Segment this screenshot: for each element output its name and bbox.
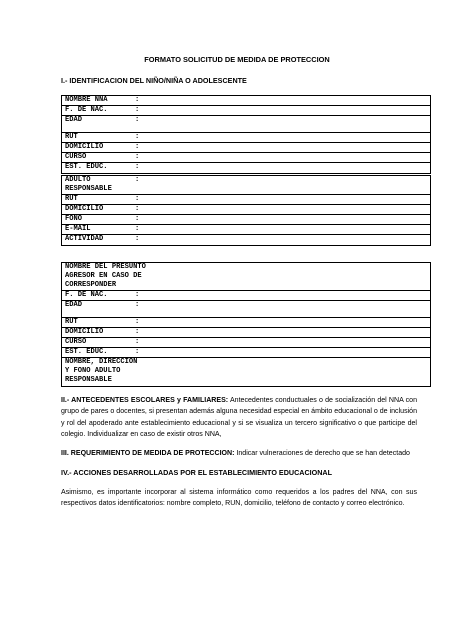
aggressor-table [61,262,431,387]
field-label: CURSO [65,338,87,346]
field-row-rut [62,195,430,205]
field-row-domicilio [62,328,430,338]
field-row-edad [62,301,430,318]
field-row-fono [62,215,430,225]
field-separator: : [135,328,140,336]
field-row-curso [62,153,430,163]
field-row-domicilio [62,143,430,153]
field-separator: : [135,153,140,161]
field-separator: : [135,235,140,243]
field-separator: : [135,106,140,114]
field-row-adulto-responsable-contacto [62,358,430,386]
section-1-heading: I.- IDENTIFICACION DEL NIÑO/NIÑA O ADOLESCENTE [61,76,247,85]
field-row-fecha-nacimiento [62,291,430,301]
field-row-establecimiento [62,163,430,173]
field-label: NOMBRE, DIRECCION Y FONO ADULTO RESPONSABLE [65,358,138,384]
field-label: RUT [65,133,78,141]
field-separator: : [135,195,140,203]
field-label: CURSO [65,153,87,161]
field-separator: : [135,176,140,184]
field-separator: : [135,205,140,213]
field-separator: : [135,116,140,124]
field-label: DOMICILIO [65,205,104,213]
field-separator: : [135,348,140,356]
field-row-establecimiento [62,348,430,358]
field-row-rut [62,133,430,143]
field-separator: : [135,96,140,104]
field-row-curso [62,338,430,348]
responsible-adult-table [61,175,431,246]
field-row-adulto-responsable [62,176,430,195]
field-row-edad [62,116,430,133]
field-separator: : [135,215,140,223]
section-2-paragraph [61,395,417,441]
field-label: EST. EDUC. [65,163,108,171]
field-label: E-MAIL [65,225,91,233]
section-2-heading: II.- ANTECEDENTES ESCOLARES y FAMILIARES: [61,397,229,404]
field-label: F. DE NAC. [65,291,108,299]
field-label: RUT [65,195,78,203]
field-separator: : [135,301,140,309]
child-identification-table [61,95,431,174]
field-separator: : [135,291,140,299]
document-title: FORMATO SOLICITUD DE MEDIDA DE PROTECCION [144,55,330,64]
field-label: FONO [65,215,83,223]
field-row-actividad [62,235,430,245]
field-separator: : [135,133,140,141]
field-row-rut [62,318,430,328]
field-label: EDAD [65,301,83,309]
section-4-paragraph: Asimismo, es importante incorporar al sistema informático como requeridos a los padres del NNA, con sus respectivos datos identificatorios: nombre completo, RUN, domicilio, teléfono de contacto y correo electrónico. [61,489,417,508]
section-3-paragraph [61,448,417,459]
field-label: EST. EDUC. [65,348,108,356]
field-separator: : [135,163,140,171]
section-3-text: Indicar vulneraciones de derecho que se han detectado [234,450,410,457]
field-row-domicilio [62,205,430,215]
field-label: DOMICILIO [65,143,104,151]
field-separator: : [135,225,140,233]
section-4-heading: IV.- ACCIONES DESARROLLADAS POR EL ESTABLECIMIENTO EDUCACIONAL [61,468,333,477]
field-label: NOMBRE NNA [65,96,108,104]
section-2-text: Antecedentes conductuales o de socialización del NNA con grupo de pares o docentes, si presentan además alguna necesidad especial en ámbito educacional o de inclusión y rol del apoderado ante establecimiento educacional y si se visualiza un tercero significativo o que participe del colegio. Individualizar en caso de existir otros NNA, [61,397,417,439]
field-separator: : [135,143,140,151]
field-separator: : [135,338,140,346]
field-label: RUT [65,318,78,326]
field-label: ADULTO RESPONSABLE [65,176,112,193]
field-label: NOMBRE DEL PRESUNTO AGRESOR EN CASO DE CORRESPONDER [65,263,146,289]
field-row-nombre-nna [62,96,430,106]
section-3-heading: III. REQUERIMIENTO DE MEDIDA DE PROTECCION: [61,450,235,457]
field-label: EDAD [65,116,83,124]
field-row-email [62,225,430,235]
field-separator: : [135,318,140,326]
field-label: ACTIVIDAD [65,235,104,243]
field-label: DOMICILIO [65,328,104,336]
field-row-fecha-nacimiento [62,106,430,116]
field-label: F. DE NAC. [65,106,108,114]
field-row-presunto-agresor [62,263,430,291]
